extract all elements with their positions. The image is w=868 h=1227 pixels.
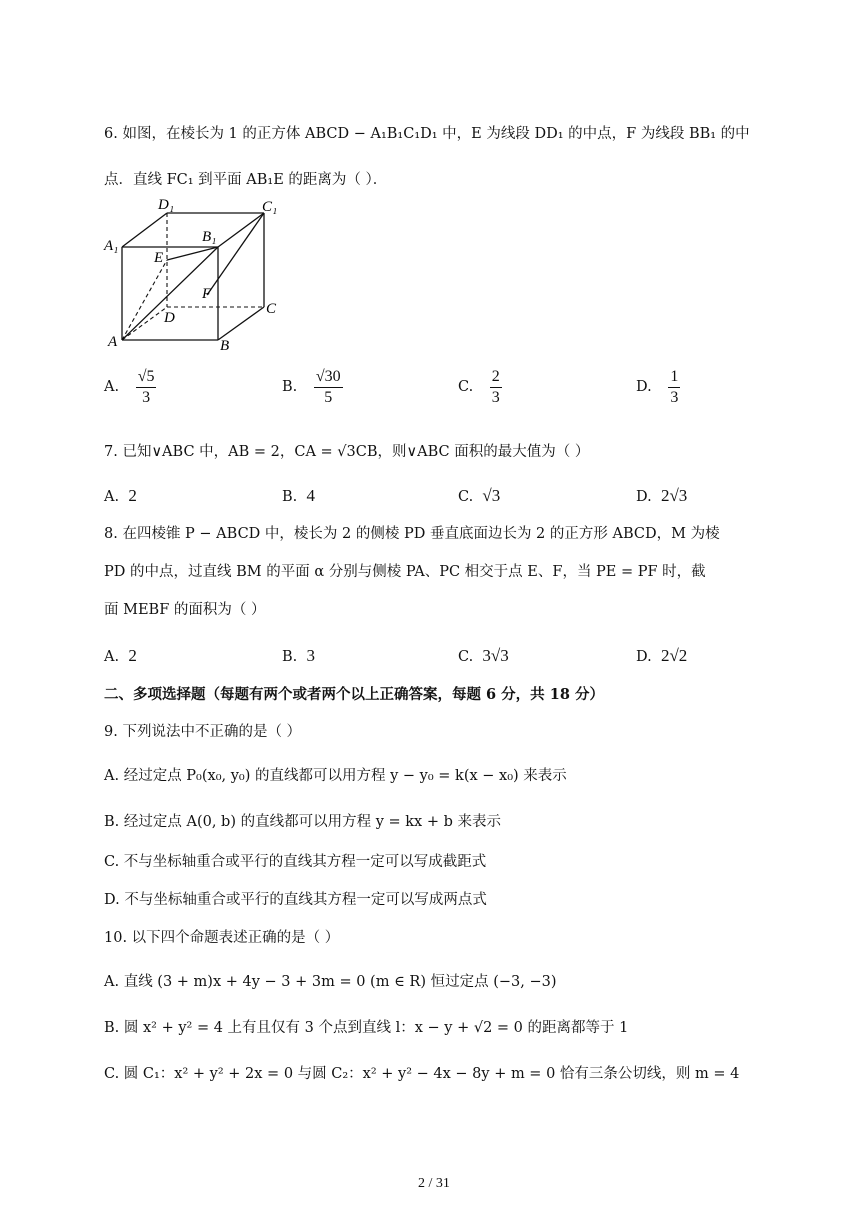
label-D1: D₁ bbox=[158, 197, 175, 213]
q8-stem-line1: 8. 在四棱锥 P − ABCD 中，棱长为 2 的侧棱 PD 垂直底面边长为 2 的正方形 ABCD，M 为棱 bbox=[104, 526, 720, 542]
label-B1: B₁ bbox=[202, 229, 217, 245]
q9-option-b: B. 经过定点 A(0, b) 的直线都可以用方程 y = kx + b 来表示 bbox=[104, 814, 501, 830]
q10-option-a: A. 直线 (3 + m)x + 4y − 3 + 3m = 0 (m ∈ R) 恒过定点 (−3, −3) bbox=[104, 974, 557, 990]
q6-option-c: C. $\frac{2}{3}$ bbox=[458, 368, 500, 406]
q9-option-d: D. 不与坐标轴重合或平行的直线其方程一定可以写成两点式 bbox=[104, 892, 487, 908]
q7-stem: 7. 已知∨ABC 中，AB = 2，CA = √3CB，则∨ABC 面积的最大值为（ ） bbox=[104, 444, 590, 460]
label-C1: C₁ bbox=[262, 199, 278, 215]
label-D: D bbox=[164, 310, 175, 326]
fraction: $\frac{√5}{3}$ bbox=[137, 368, 155, 406]
q8-option-a: A. 2 bbox=[104, 646, 137, 665]
q8-option-c: C. 3√3 bbox=[458, 646, 509, 665]
q8-stem-line2: PD 的中点，过直线 BM 的平面 α 分别与侧棱 PA、PC 相交于点 E、F，当 PE = PF 时，截 bbox=[104, 564, 706, 580]
fraction: $\frac{1}{3}$ bbox=[670, 368, 679, 406]
q9-option-c: C. 不与坐标轴重合或平行的直线其方程一定可以写成截距式 bbox=[104, 854, 487, 870]
q6-option-b: B. $\frac{√30}{5}$ bbox=[282, 368, 341, 406]
label-E: E bbox=[154, 250, 164, 266]
q10-stem: 10. 以下四个命题表述正确的是（ ） bbox=[104, 930, 340, 946]
q6-stem-line1: 6. 如图，在棱长为 1 的正方体 ABCD − A₁B₁C₁D₁ 中，E 为线段 DD₁ 的中点，F 为线段 BB₁ 的中 bbox=[104, 126, 750, 142]
section-heading: 二、多项选择题（每题有两个或者两个以上正确答案，每题 6 分，共 18 分） bbox=[104, 686, 604, 703]
label-C: C bbox=[266, 301, 277, 317]
label-A1: A₁ bbox=[104, 238, 119, 254]
fraction: $\frac{2}{3}$ bbox=[491, 368, 500, 406]
q8-stem-line3: 面 MEBF 的面积为（ ） bbox=[104, 602, 266, 618]
q7-option-d: D. 2√3 bbox=[636, 486, 688, 505]
page-number: 2 / 31 bbox=[418, 1176, 450, 1191]
q6-option-d: D. $\frac{1}{3}$ bbox=[636, 368, 679, 406]
q7-option-a: A. 2 bbox=[104, 486, 137, 505]
q9-option-a: A. 经过定点 P₀(x₀, y₀) 的直线都可以用方程 y − y₀ = k(x − x₀) 来表示 bbox=[104, 768, 567, 784]
q7-option-b: B. 4 bbox=[282, 486, 315, 505]
q9-stem: 9. 下列说法中不正确的是（ ） bbox=[104, 724, 302, 740]
cube-figure bbox=[100, 196, 300, 356]
q6-option-a: A. $\frac{√5}{3}$ bbox=[104, 368, 155, 406]
label-F: F bbox=[202, 286, 212, 302]
q8-option-d: D. 2√2 bbox=[636, 646, 688, 665]
label-B: B bbox=[220, 338, 230, 354]
fraction: $\frac{√30}{5}$ bbox=[315, 368, 341, 406]
q7-option-c: C. √3 bbox=[458, 486, 501, 505]
q6-stem-line2: 点．直线 FC₁ 到平面 AB₁E 的距离为（ ）． bbox=[104, 172, 388, 188]
label-A: A bbox=[108, 334, 118, 350]
q10-option-b: B. 圆 x² + y² = 4 上有且仅有 3 个点到直线 l：x − y + √2 = 0 的距离都等于 1 bbox=[104, 1020, 629, 1036]
q8-option-b: B. 3 bbox=[282, 646, 315, 665]
q10-option-c: C. 圆 C₁：x² + y² + 2x = 0 与圆 C₂：x² + y² − 4x − 8y + m = 0 恰有三条公切线，则 m = 4 bbox=[104, 1066, 740, 1082]
